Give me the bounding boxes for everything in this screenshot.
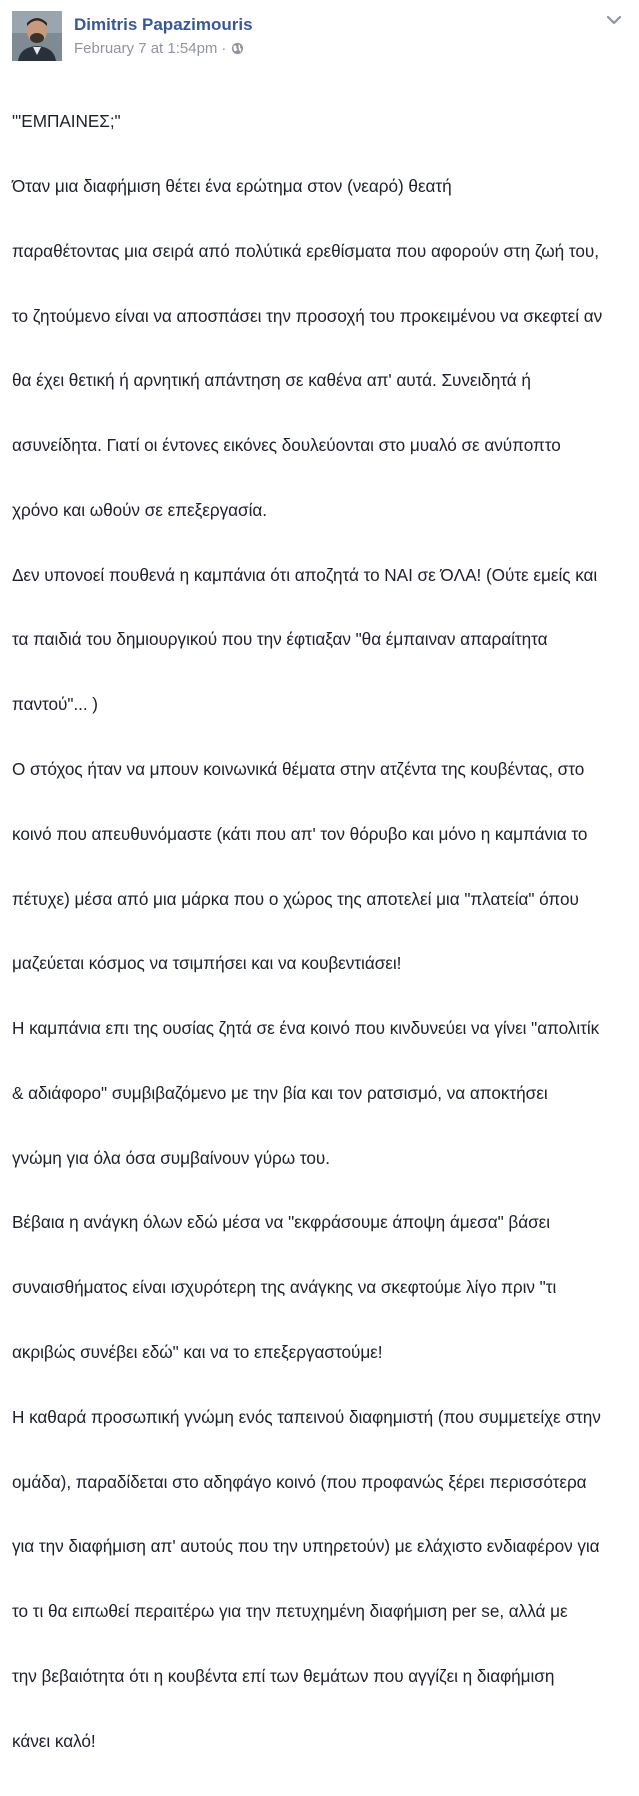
post-line: ασυνείδητα. Γιατί οι έντονες εικόνες δουλεύονται στο μυαλό σε ανύποπτο bbox=[12, 435, 561, 456]
post-line: Η καμπάνια επι της ουσίας ζητά σε ένα κοινό που κινδυνεύει να γίνει "απολιτίκ bbox=[12, 1018, 600, 1039]
post-line: Όταν μια διαφήμιση θέτει ένα ερώτημα στον (νεαρό) θεατή bbox=[12, 175, 452, 196]
globe-icon[interactable] bbox=[231, 42, 244, 55]
post-line: το τι θα ειπωθεί περαιτέρω για την πετυχημένη διαφήμιση per se, αλλά με bbox=[12, 1601, 568, 1622]
post-line: την βεβαιότητα ότι η κουβέντα επί των θεμάτων που αγγίζει η διαφήμιση bbox=[12, 1665, 555, 1686]
post-line: συναισθήματος είναι ισχυρότερη της ανάγκης να σκεφτούμε λίγο πριν "τι bbox=[12, 1277, 557, 1298]
post-header bbox=[12, 11, 627, 61]
avatar-image bbox=[12, 11, 62, 61]
post-line: ομάδα), παραδίδεται στο αδηφάγο κοινό (που προφανώς ξέρει περισσότερα bbox=[12, 1471, 587, 1492]
post-line: το ζητούμενο είναι να αποσπάσει την προσοχή του προκειμένου να σκεφτεί αν bbox=[12, 305, 603, 326]
post-line: πέτυχε) μέσα από μια μάρκα που ο χώρος της αποτελεί μια "πλατεία" όπου bbox=[12, 888, 579, 909]
post-line: μαζεύεται κόσμος να τσιμπήσει και να κουβεντιάσει! bbox=[12, 953, 402, 974]
post-line: τα παιδιά του δημιουργικού που την έφτιαξαν "θα έμπαιναν απαραίτητα bbox=[12, 629, 548, 650]
post-line: "'ΕΜΠΑΙΝΕΣ;" bbox=[12, 111, 121, 132]
post-line: θα έχει θετική ή αρνητική απάντηση σε καθένα απ' αυτά. Συνειδητά ή bbox=[12, 370, 531, 391]
post-line: παραθέτοντας μια σειρά από πολύτικά ερεθίσματα που αφορούν στη ζωή του, bbox=[12, 240, 599, 261]
post-line: Η καθαρά προσωπική γνώμη ενός ταπεινού διαφημιστή (που συμμετείχε στην bbox=[12, 1406, 601, 1427]
post-line: κοινό που απευθυνόμαστε (κάτι που απ' τον θόρυβο και μόνο η καμπάνια το bbox=[12, 823, 588, 844]
post-line: Βέβαια η ανάγκη όλων εδώ μέσα να "εκφράσουμε άποψη άμεσα" βάσει bbox=[12, 1212, 551, 1233]
post-line: & αδιάφορο" συμβιβαζόμενο με την βία και τον ρατσισμό, να αποκτήσει bbox=[12, 1082, 548, 1103]
post-line: Ο στόχος ήταν να μπουν κοινωνικά θέματα στην ατζέντα της κουβέντας, στο bbox=[12, 759, 585, 779]
author-avatar[interactable] bbox=[12, 11, 62, 61]
post-line: κάνει καλό! bbox=[12, 1730, 96, 1751]
post-line: γνώμη για όλα όσα συμβαίνουν γύρω του. bbox=[12, 1147, 330, 1168]
post-line: ακριβώς συνέβει εδώ" και να το επεξεργαστούμε! bbox=[12, 1342, 383, 1363]
post-body bbox=[12, 68, 636, 1796]
post-line: για την διαφήμιση απ' αυτούς που την υπηρετούν) με ελάχιστο ενδιαφέρον για bbox=[12, 1536, 600, 1557]
chevron-down-icon[interactable] bbox=[605, 13, 623, 27]
post-line: χρόνο και ωθούν σε επεξεργασία. bbox=[12, 499, 267, 520]
post-line: Δεν υπονοεί πουθενά η καμπάνια ότι αποζητά το ΝΑΙ σε ΌΛΑ! (Ούτε εμείς και bbox=[12, 564, 598, 585]
post-timestamp-link[interactable]: February 7 at 1:54pm bbox=[74, 40, 218, 57]
post-line: παντού"... ) bbox=[12, 694, 98, 715]
post-meta bbox=[74, 40, 244, 58]
meta-separator: · bbox=[221, 40, 227, 57]
author-name-link[interactable]: Dimitris Papazimouris bbox=[74, 15, 253, 34]
